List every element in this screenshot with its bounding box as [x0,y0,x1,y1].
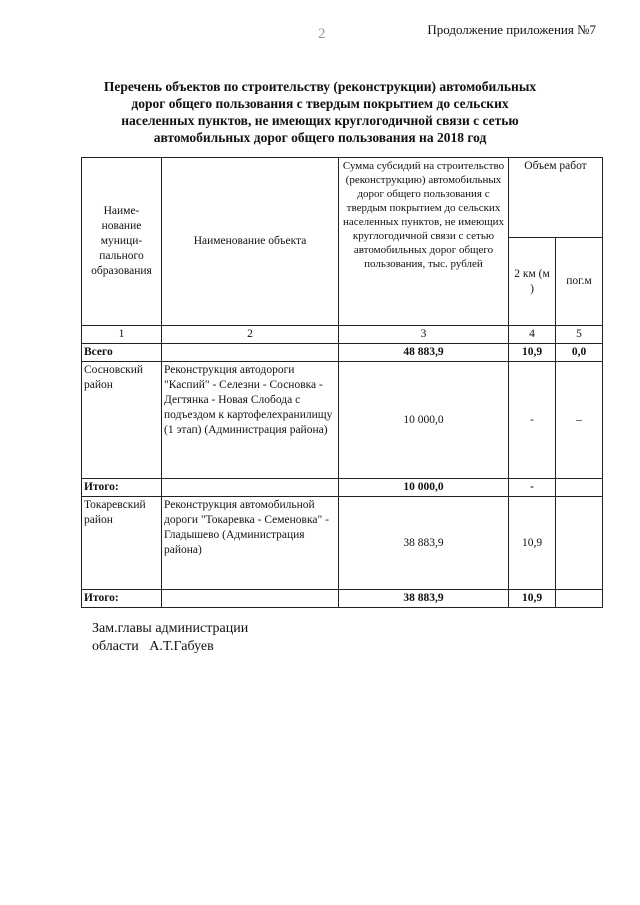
document-title [70,78,570,146]
subtotal-empty [162,479,339,497]
column-number: 3 [339,326,509,344]
header-object: Наименование объекта [162,158,339,326]
title-line: Перечень объектов по строительству (реконструкции) автомобильных [103,79,537,94]
subtotal-label: Итого: [82,590,162,608]
row-pm [556,497,603,590]
objects-table [81,157,603,608]
subtotal-km: - [509,479,556,497]
subtotal-sum: 38 883,9 [339,590,509,608]
signature-position: Зам.главы администрации [92,621,249,636]
grand-total-pm: 0,0 [556,344,603,362]
signature-block [92,620,248,656]
row-pm: – [556,362,603,479]
title-line: автомобильных дорог общего пользования на 2018 год [153,130,487,145]
grand-total-empty [162,344,339,362]
header-pm: пог.м [556,238,603,326]
grand-total-km: 10,9 [509,344,556,362]
subtotal-pm [556,590,603,608]
header-subsidy: Сумма субсидий на строительство (реконструкцию) автомобильных дорог общего пользования с твердым покрытием до сельских населенных пунктов, не имеющих круглогодичной связи с сетью автомобильных дорог общего пользования, тыс. рублей [339,158,509,326]
row-km: 10,9 [509,497,556,590]
signature-name: области А.Т.Габуев [92,639,214,654]
page-number: 2 [318,26,326,42]
header-municipality: Наиме-нование муници-пального образования [82,158,162,326]
table-row [82,497,603,590]
column-number: 2 [162,326,339,344]
grand-total-sum: 48 883,9 [339,344,509,362]
row-km: - [509,362,556,479]
subtotal-sum: 10 000,0 [339,479,509,497]
column-number: 1 [82,326,162,344]
subtotal-km: 10,9 [509,590,556,608]
subtotal-label: Итого: [82,479,162,497]
table-row [82,362,603,479]
title-line: дорог общего пользования с твердым покрытием до сельских [131,96,509,111]
row-sum: 38 883,9 [339,497,509,590]
continuation-label: Продолжение приложения №7 [427,22,596,37]
row-object: Реконструкция автомобильной дороги "Токаревка - Семеновка" - Гладышево (Администрация района) [162,497,339,590]
row-object: Реконструкция автодороги "Каспий" - Селезни - Сосновка - Дегтянка - Новая Слобода с подъездом к картофелехранилищу (1 этап) (Администрация района) [162,362,339,479]
title-line: населенных пунктов, не имеющих круглогодичной связи с сетью [121,113,519,128]
subtotal-row [82,590,603,608]
column-number: 5 [556,326,603,344]
subtotal-empty [162,590,339,608]
row-municipality: Сосновский район [82,362,162,479]
subtotal-pm [556,479,603,497]
header-km: 2 км (м ) [509,238,556,326]
header-volume: Объем работ [509,158,603,238]
row-municipality: Токаревский район [82,497,162,590]
grand-total-label: Всего [82,344,162,362]
grand-total-row [82,344,603,362]
subtotal-row [82,479,603,497]
column-number: 4 [509,326,556,344]
column-number-row [82,326,603,344]
row-sum: 10 000,0 [339,362,509,479]
